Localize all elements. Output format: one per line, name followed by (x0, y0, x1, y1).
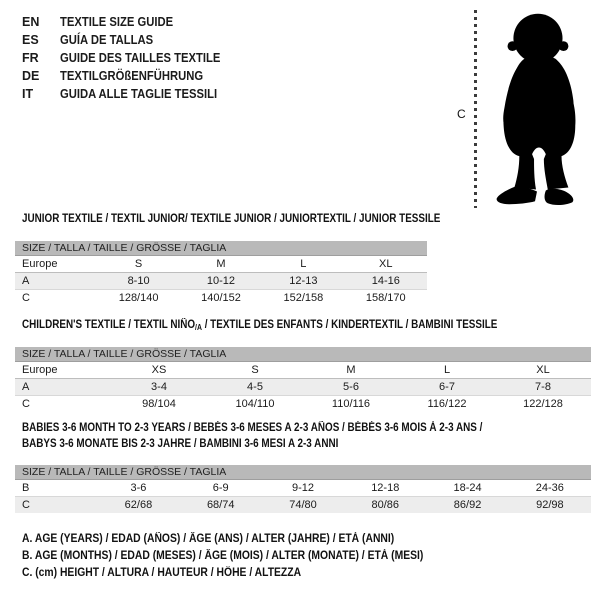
value-cell: 12-13 (289, 274, 318, 287)
lang-code: FR (22, 51, 39, 65)
table-row (15, 497, 591, 514)
value-cell: 3-6 (130, 482, 147, 494)
babies-section-title (22, 420, 557, 452)
value-cell: 62/68 (124, 499, 153, 511)
value-cell: 10-12 (206, 274, 236, 287)
row-label: A (22, 380, 30, 393)
value-cell: 6-7 (439, 380, 455, 393)
lang-title: TEXTILGRÖßENFÜHRUNG (60, 69, 204, 83)
junior-size-table (15, 241, 427, 306)
measure-legend (22, 533, 468, 584)
size-cell: M (346, 364, 356, 376)
lang-title: GUÍA DE TALLAS (60, 33, 154, 47)
lang-title: GUIDE DES TAILLES TEXTILE (60, 51, 221, 65)
value-cell: 74/80 (289, 499, 317, 511)
size-cell: M (216, 258, 226, 270)
row-label: C (22, 291, 30, 304)
value-cell: 158/170 (365, 291, 406, 304)
baby-silhouette (482, 8, 590, 208)
value-cell: 9-12 (291, 482, 314, 494)
size-cell: S (134, 258, 143, 270)
table-row (15, 289, 427, 306)
value-cell: 8-10 (127, 274, 150, 287)
table-row (15, 256, 427, 273)
table-header-bar: SIZE / TALLA / TAILLE / GRÖSSE / TAGLIA (15, 241, 427, 256)
value-cell: 116/122 (427, 397, 467, 410)
lang-code: DE (22, 69, 40, 83)
value-cell: 4-5 (247, 380, 263, 393)
value-cell: 152/158 (283, 291, 324, 304)
legend-line-a: A. AGE (YEARS) / EDAD (AÑOS) / ÂGE (ANS) / ALTER (JAHRE) / ETÀ (ANNI) (22, 533, 395, 545)
row-label: C (22, 397, 30, 410)
babies-title-line1: BABIES 3-6 MONTH TO 2-3 YEARS / BEBÉS 3-6 MESES A 2-3 AÑOS / BÉBÉS 3-6 MOIS À 2-3 ANS / (22, 422, 483, 434)
legend-line-c: C. (cm) HEIGHT / ALTURA / HAUTEUR / HÖHE / ALTEZZA (22, 567, 302, 579)
value-cell: 80/86 (371, 499, 400, 511)
lang-row-en (22, 13, 238, 31)
table-row (15, 273, 427, 290)
legend-line-b: B. AGE (MONTHS) / EDAD (MESES) / ÂGE (MOIS) / ALTER (MONATE) / ETÀ (MESI) (22, 550, 424, 562)
value-cell: 92/98 (536, 499, 564, 511)
lang-code: EN (22, 15, 40, 29)
size-cell: L (443, 364, 451, 376)
value-cell: 18-24 (453, 482, 482, 494)
junior-section-title (22, 213, 508, 225)
size-cell: XL (536, 364, 550, 376)
lang-row-it (22, 85, 238, 103)
row-label: Europe (22, 258, 58, 270)
value-cell: 122/128 (523, 397, 563, 410)
dotted-measure-line (474, 10, 477, 208)
value-cell: 24-36 (535, 482, 564, 494)
value-cell: 140/152 (201, 291, 241, 304)
row-label: B (22, 482, 30, 494)
table-row (15, 395, 591, 412)
value-cell: 3-4 (151, 380, 167, 393)
value-cell: 12-18 (371, 482, 400, 494)
lang-title: GUIDA ALLE TAGLIE TESSILI (60, 87, 218, 101)
lang-row-de (22, 67, 238, 85)
height-measure-label: C (457, 107, 466, 121)
children-section-title-text: CHILDREN'S TEXTILE / TEXTIL $NIÑO_{/A}$ / TEXTILE DES ENFANTS / KINDERTEXTIL / BAMBINI TESSILE (22, 319, 498, 332)
junior-section-title-text: JUNIOR TEXTILE / TEXTIL JUNIOR/ TEXTILE JUNIOR / JUNIORTEXTIL / JUNIOR TESSILE (22, 213, 441, 225)
lang-code: ES (22, 33, 39, 47)
value-cell: 6-9 (212, 482, 229, 494)
value-cell: 98/104 (142, 397, 176, 410)
height-measure-figure (457, 8, 596, 210)
value-cell: 128/140 (118, 291, 159, 304)
table-row (15, 362, 591, 379)
value-cell: 68/74 (206, 499, 235, 511)
lang-code: IT (22, 87, 34, 101)
table-header-bar: SIZE / TALLA / TAILLE / GRÖSSE / TAGLIA (15, 347, 591, 362)
value-cell: 110/116 (331, 397, 371, 410)
row-label: C (22, 499, 30, 511)
row-label: Europe (22, 364, 58, 376)
lang-row-es (22, 31, 238, 49)
row-label: A (22, 274, 30, 287)
lang-title: TEXTILE SIZE GUIDE (60, 15, 174, 29)
value-cell: 14-16 (371, 274, 400, 287)
babies-size-table (15, 465, 591, 513)
table-header-bar: SIZE / TALLA / TAILLE / GRÖSSE / TAGLIA (15, 465, 591, 480)
size-cell: L (300, 258, 307, 270)
children-size-table (15, 347, 591, 412)
table-row (15, 379, 591, 396)
table-row (15, 480, 591, 497)
value-cell: 104/110 (235, 397, 275, 410)
children-section-title (22, 319, 575, 332)
size-cell: XL (379, 258, 393, 270)
value-cell: 7-8 (535, 380, 551, 393)
size-cell: S (251, 364, 259, 376)
babies-title-line2: BABYS 3-6 MONATE BIS 2-3 JAHRE / BAMBINI 3-6 MESI A 2-3 ANNI (22, 438, 339, 450)
size-cell: XS (151, 364, 167, 376)
value-cell: 5-6 (343, 380, 359, 393)
value-cell: 86/92 (453, 499, 482, 511)
language-title-list (22, 13, 238, 103)
lang-row-fr (22, 49, 238, 67)
